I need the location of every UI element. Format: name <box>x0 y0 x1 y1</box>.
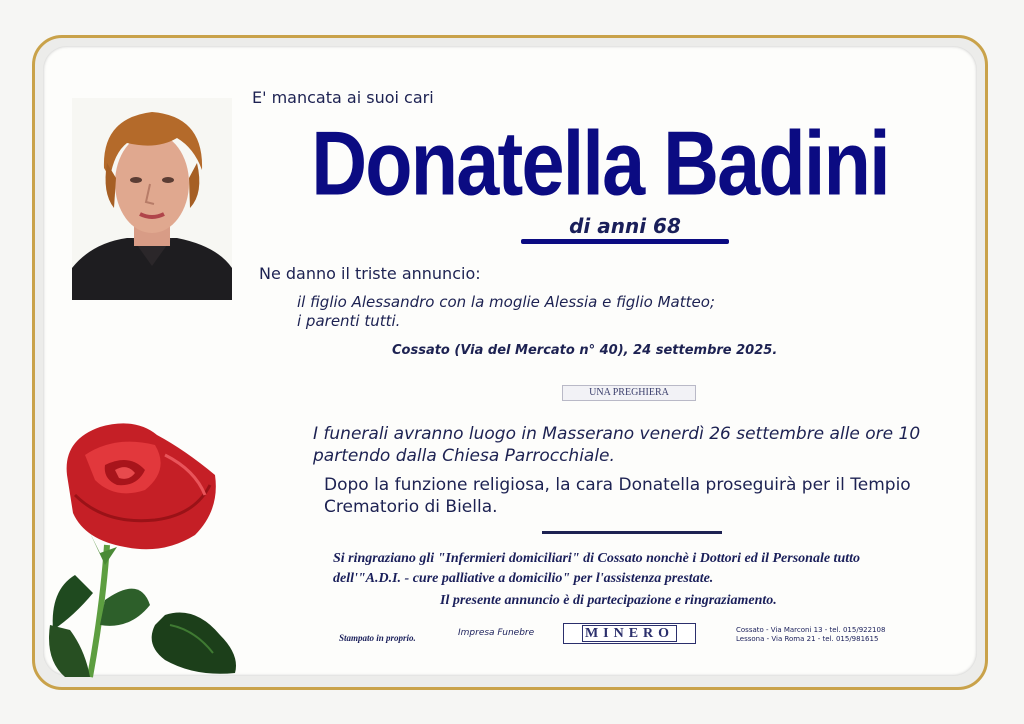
relatives-line: i parenti tutti. <box>297 312 401 330</box>
deceased-name: Donatella Badini <box>311 113 889 215</box>
relatives-text <box>297 293 715 331</box>
age-underline <box>521 239 729 244</box>
announce-text: Ne danno il triste annuncio: <box>259 264 481 283</box>
contact-line: Lessona - Via Roma 21 - tel. 015/981615 <box>736 635 879 643</box>
age-text: di anni 68 <box>569 214 681 238</box>
contact-line: Cossato - Via Marconi 13 - tel. 015/922108 <box>736 626 886 634</box>
participation-text: Il presente annuncio è di partecipazione e ringraziamento. <box>440 593 777 608</box>
thanks-line: dell'"A.D.I. - cure palliative a domicilio" per l'assistenza prestate. <box>333 571 714 586</box>
agency-logo-text: MINERO <box>582 625 677 642</box>
agency-logo <box>563 623 696 644</box>
place-date: Cossato (Via del Mercato n° 40), 24 settembre 2025. <box>392 343 778 358</box>
after-line: Crematorio di Biella. <box>324 497 498 517</box>
prayer-button[interactable]: UNA PREGHIERA <box>562 385 696 401</box>
thanks-line: Si ringraziano gli "Infermieri domiciliari" di Cossato nonchè i Dottori ed il Personale tutto <box>333 551 861 566</box>
intro-text: E' mancata ai suoi cari <box>252 88 434 107</box>
funeral-line: I funerali avranno luogo in Masserano venerdì 26 settembre alle ore 10 <box>313 424 921 444</box>
agency-contacts <box>736 626 885 644</box>
agency-label: Impresa Funebre <box>458 628 535 638</box>
relatives-line: il figlio Alessandro con la moglie Alessia e figlio Matteo; <box>297 293 715 311</box>
rose-illustration <box>45 415 250 680</box>
after-text <box>324 474 964 518</box>
after-line: Dopo la funzione religiosa, la cara Donatella proseguirà per il Tempio <box>324 475 911 495</box>
thanks-text <box>333 549 953 589</box>
portrait-photo <box>72 98 232 300</box>
funeral-line: partendo dalla Chiesa Parrocchiale. <box>313 446 615 466</box>
divider <box>542 531 722 534</box>
printed-note: Stampato in proprio. <box>339 633 416 643</box>
funeral-text <box>313 423 973 467</box>
